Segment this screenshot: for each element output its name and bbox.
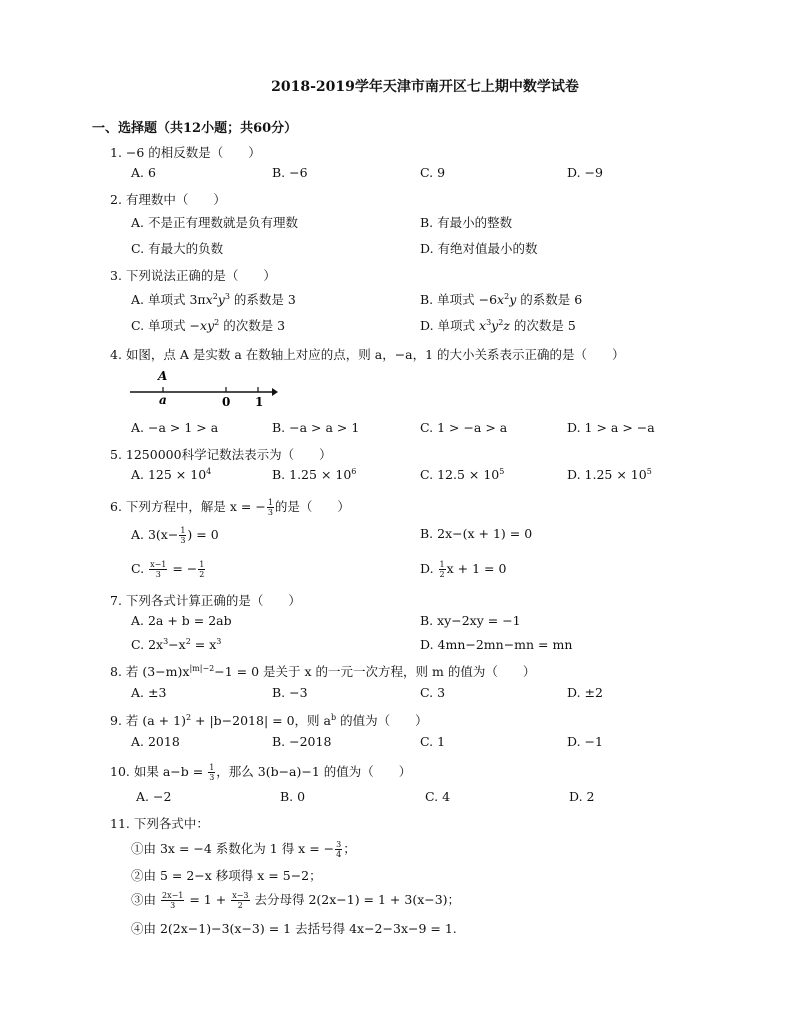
q8-option-c[interactable]: C. 3 (420, 685, 446, 700)
q11-item-4: ④由 2(2x−1)−3(x−3) = 1 去括号得 4x−2−3x−9 = 1. (131, 921, 457, 936)
q6-a-pre: A. 3(x− (131, 527, 179, 542)
q6-d-pre: D. (420, 561, 438, 576)
q4-option-a[interactable]: A. −a > 1 > a (131, 420, 219, 435)
q11-i1-fraction: $\frac{3}{4}$ (336, 840, 342, 859)
q8-stem-exp: |m|−2 (189, 663, 215, 673)
q10-option-b[interactable]: B. 0 (280, 789, 306, 804)
q5-d-text: D. 1.25 × 10 (567, 467, 647, 483)
q5-c-text: C. 12.5 × 10 (420, 467, 500, 483)
q6-d-fraction: $\frac{1}{2}$ (439, 560, 445, 579)
question-7-stem: 7. 下列各式计算正确的是（ ） (110, 593, 301, 608)
q1-option-a[interactable]: A. 6 (131, 165, 156, 180)
q11-item-1 (131, 839, 356, 859)
q2-option-c[interactable]: C. 有最大的负数 (131, 241, 224, 256)
q8-option-a[interactable]: A. ±3 (131, 685, 167, 700)
page-title: 2018-2019学年天津市南开区七上期中数学试卷 (271, 79, 579, 95)
q11-i1-pre: ①由 3x = −4 系数化为 1 得 x = − (131, 841, 335, 856)
question-10-stem (110, 762, 411, 782)
q10-option-c[interactable]: C. 4 (425, 789, 451, 804)
q11-item-3 (131, 890, 460, 910)
q8-option-b[interactable]: B. −3 (272, 685, 308, 700)
q5-d-exp: 5 (646, 467, 652, 476)
q10-stem-pre: 10. 如果 a−b = (110, 764, 208, 779)
q11-item-2: ②由 5 = 2−x 移项得 x = 5−2； (131, 868, 322, 883)
q9-stem-post: 的值为（ ） (336, 713, 428, 728)
q6-option-a[interactable] (131, 526, 219, 545)
question-2-stem: 2. 有理数中（ ） (110, 192, 226, 207)
point-label-a: a (159, 393, 167, 407)
q8-option-d[interactable]: D. ±2 (567, 685, 603, 700)
q3-option-c[interactable]: C. 单项式 $-xy^2$ 的次数是 3 (131, 317, 286, 333)
q6-option-d[interactable] (420, 560, 506, 579)
question-11-stem: 11. 下列各式中： (110, 816, 209, 831)
q6-stem-pre: 6. 下列方程中，解是 x = − (110, 499, 266, 514)
q9-option-a[interactable]: A. 2018 (131, 734, 180, 749)
q9-stem-exp2: b (330, 712, 337, 722)
q4-option-b[interactable]: B. −a > a > 1 (272, 420, 360, 435)
tick-label-0: 0 (222, 395, 231, 409)
q6-stem-fraction: $\frac{1}{3}$ (267, 498, 273, 517)
number-line-figure (128, 366, 278, 412)
q7-option-c[interactable] (131, 637, 221, 652)
q3-c-post: 的次数是 3 (219, 318, 286, 333)
question-5-stem: 5. 1250000科学记数法表示为（ ） (110, 447, 332, 462)
q11-i3-pre: ③由 (131, 892, 160, 907)
q6-c-fraction-1: $\frac{x-1}{3}$ (150, 560, 167, 579)
q10-option-d[interactable]: D. 2 (569, 789, 595, 804)
q3-b-post: 的系数是 6 (516, 292, 583, 307)
q2-option-b[interactable]: B. 有最小的整数 (420, 215, 513, 230)
q5-a-exp: 4 (206, 467, 212, 476)
q6-c-fraction-2: $\frac{1}{2}$ (199, 560, 205, 579)
q3-option-a[interactable]: A. 单项式 $3\pi x^2y^3$ 的系数是 3 (131, 291, 296, 307)
question-1-stem: 1. −6 的相反数是（ ） (110, 145, 261, 160)
q3-c-pre: C. 单项式 − (131, 318, 201, 333)
q3-d-post: 的次数是 5 (509, 318, 576, 333)
q7-c-exp2: 2 (185, 637, 191, 646)
q6-c-mid: = − (168, 561, 198, 576)
q5-b-exp: 6 (351, 467, 357, 476)
point-label-A: A (158, 369, 168, 383)
question-8-stem (110, 662, 535, 680)
q9-stem-mid: + |b−2018| = 0，则 a (191, 713, 331, 728)
q11-i3-mid: = 1 + (185, 892, 231, 907)
q11-i3-fraction-2: $\frac{x-3}{2}$ (232, 891, 249, 910)
q7-c-exp1: 3 (163, 637, 169, 646)
q5-b-text: B. 1.25 × 10 (272, 467, 352, 483)
q9-option-b[interactable]: B. −2018 (272, 734, 332, 749)
q1-option-c[interactable]: C. 9 (420, 165, 446, 180)
q11-i3-post: 去分母得 2(2x−1) = 1 + 3(x−3)； (250, 892, 461, 907)
q9-option-c[interactable]: C. 1 (420, 734, 446, 749)
q6-option-b[interactable]: B. 2x−(x + 1) = 0 (420, 526, 533, 541)
q7-option-b[interactable]: B. xy−2xy = −1 (420, 613, 521, 628)
q3-a-pre: A. 单项式 3π (131, 292, 206, 307)
q2-option-a[interactable]: A. 不是正有理数就是负有理数 (131, 215, 298, 230)
q1-option-b[interactable]: B. −6 (272, 165, 308, 180)
q7-c-mid: −x (168, 637, 186, 653)
q9-option-d[interactable]: D. −1 (567, 734, 603, 749)
q10-option-a[interactable]: A. −2 (136, 789, 172, 804)
q1-option-d[interactable]: D. −9 (567, 165, 603, 180)
q7-c-pre: C. 2x (131, 637, 164, 653)
q5-a-text: A. 125 × 10 (131, 467, 207, 483)
q7-option-a[interactable]: A. 2a + b = 2ab (131, 613, 232, 628)
q5-option-c[interactable] (420, 467, 504, 482)
q5-option-a[interactable] (131, 467, 211, 482)
q9-stem-exp: 2 (185, 712, 192, 722)
q6-stem-post: 的是（ ） (274, 499, 350, 514)
q8-stem-pre: 8. 若 (3−m)x (110, 664, 190, 679)
q4-option-d[interactable]: D. 1 > a > −a (567, 420, 655, 435)
q9-stem-pre: 9. 若 (a + 1) (110, 713, 186, 728)
q6-a-post: ) = 0 (187, 527, 219, 542)
q5-option-b[interactable] (272, 467, 356, 482)
q6-c-pre: C. (131, 561, 149, 576)
q11-i3-fraction-1: $\frac{2x-1}{3}$ (161, 891, 184, 910)
tick-label-1: 1 (255, 395, 264, 409)
question-3-stem: 3. 下列说法正确的是（ ） (110, 268, 276, 283)
q8-stem-post: −1 = 0 是关于 x 的一元一次方程，则 m 的值为（ ） (214, 664, 536, 679)
q4-option-c[interactable]: C. 1 > −a > a (420, 420, 508, 435)
question-6-stem (110, 497, 350, 517)
q6-a-fraction: $\frac{1}{3}$ (180, 526, 186, 545)
q11-i1-post: ； (343, 841, 356, 856)
number-line-arrow (272, 388, 278, 396)
q3-option-d[interactable]: D. 单项式 $x^3y^2z$ 的次数是 5 (420, 317, 576, 333)
q3-a-post: 的系数是 3 (229, 292, 296, 307)
question-4-stem: 4. 如图，点 A 是实数 a 在数轴上对应的点，则 a，−a，1 的大小关系表示正确的是（ ） (110, 347, 625, 362)
q6-option-c[interactable] (131, 560, 206, 579)
q7-c-exp3: 3 (216, 637, 222, 646)
q2-option-d[interactable]: D. 有绝对值最小的数 (420, 241, 538, 256)
q6-d-post: x + 1 = 0 (446, 561, 507, 576)
q5-c-exp: 5 (499, 467, 505, 476)
q3-option-b[interactable]: B. 单项式 $-6x^2y$ 的系数是 6 (420, 291, 583, 307)
q10-stem-post: ，那么 3(b−a)−1 的值为（ ） (216, 764, 412, 779)
q7-c-post: = x (190, 637, 217, 653)
q7-option-d[interactable]: D. 4mn−2mn−mn = mn (420, 637, 573, 652)
q5-option-d[interactable] (567, 467, 652, 482)
question-9-stem (110, 711, 428, 729)
q3-b-pre: B. 单项式 −6 (420, 292, 498, 307)
q10-stem-fraction: $\frac{1}{3}$ (209, 763, 215, 782)
section-heading: 一、选择题（共12小题；共60分） (92, 121, 298, 136)
q3-d-pre: D. 单项式 (420, 318, 479, 333)
